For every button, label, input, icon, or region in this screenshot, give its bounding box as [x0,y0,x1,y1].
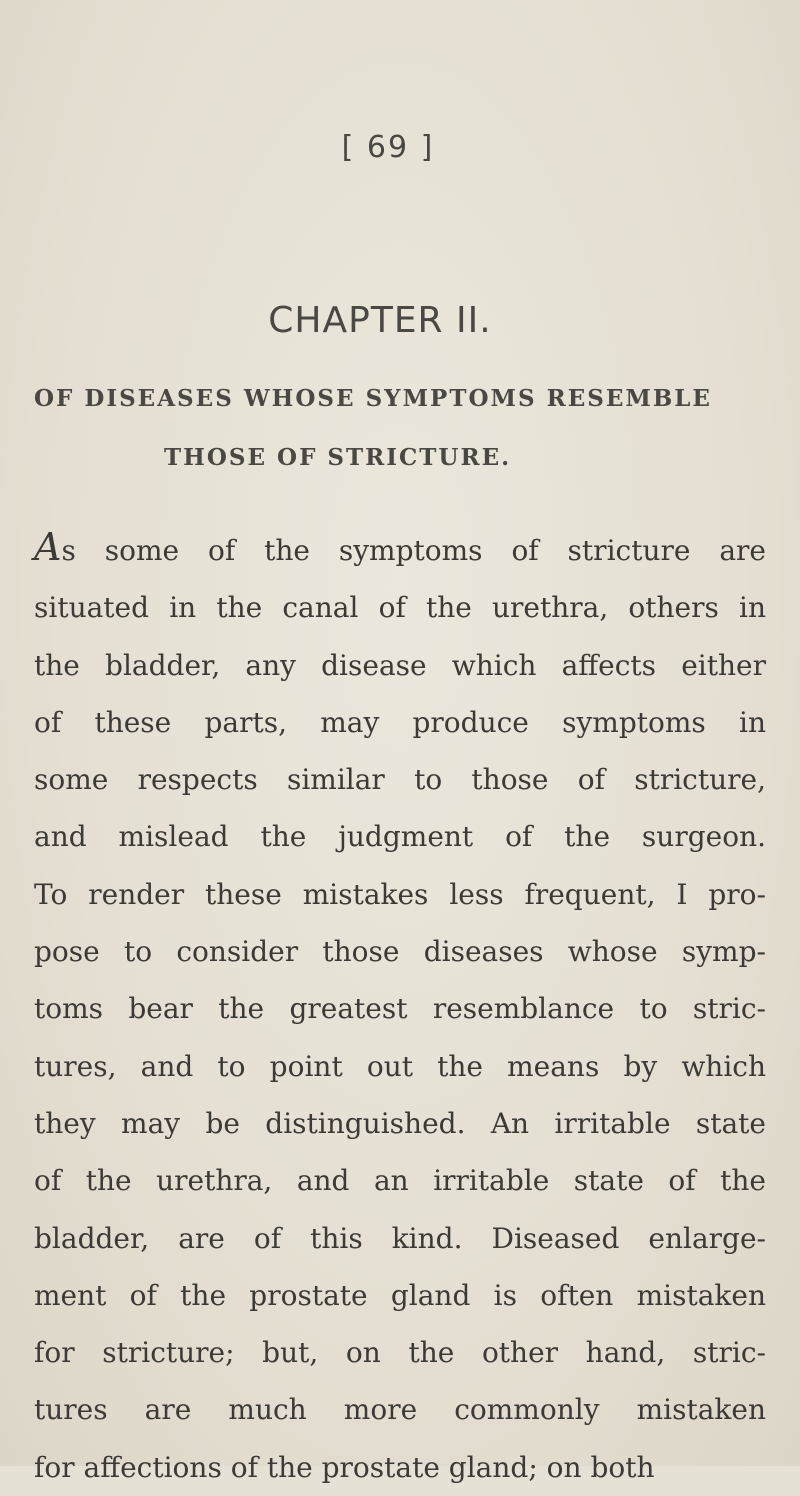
text-line: of the urethra, and an irritable state of the [34,1164,766,1198]
chapter-subtitle-line-1: OF DISEASES WHOSE SYMPTOMS RESEMBLE [34,385,712,412]
text-line: the bladder, any disease which affects either [34,648,766,682]
text-line: To render these mistakes less frequent, I pro- [34,877,766,911]
text-line: ment of the prostate gland is often mistaken [34,1278,766,1312]
text-line: tures, and to point out the means by which [34,1049,766,1083]
body-paragraph [34,522,766,1496]
chapter-subtitle-line-2: THOSE OF STRICTURE. [164,444,512,471]
text-line: they may be distinguished. An irritable state [34,1106,766,1140]
text-line: situated in the canal of the urethra, others in [34,591,766,625]
first-line-text: s some of the symptoms of stricture are [61,534,766,567]
chapter-title: CHAPTER II. [268,300,492,341]
text-line: some respects similar to those of stricture, [34,763,766,797]
text-line [34,522,766,579]
text-line: for affections of the prostate gland; on both [34,1450,655,1484]
text-line: for stricture; but, on the other hand, stric- [34,1336,766,1370]
text-line: tures are much more commonly mistaken [34,1393,766,1427]
text-line: toms bear the greatest resemblance to stric- [34,992,766,1026]
text-line: of these parts, may produce symptoms in [34,705,766,739]
text-line: and mislead the judgment of the surgeon. [34,820,766,854]
page-number: [ 69 ] [341,130,435,165]
drop-cap: A [34,525,62,569]
text-line: bladder, are of this kind. Diseased enlarge- [34,1221,766,1255]
text-line: pose to consider those diseases whose symp- [34,935,766,969]
